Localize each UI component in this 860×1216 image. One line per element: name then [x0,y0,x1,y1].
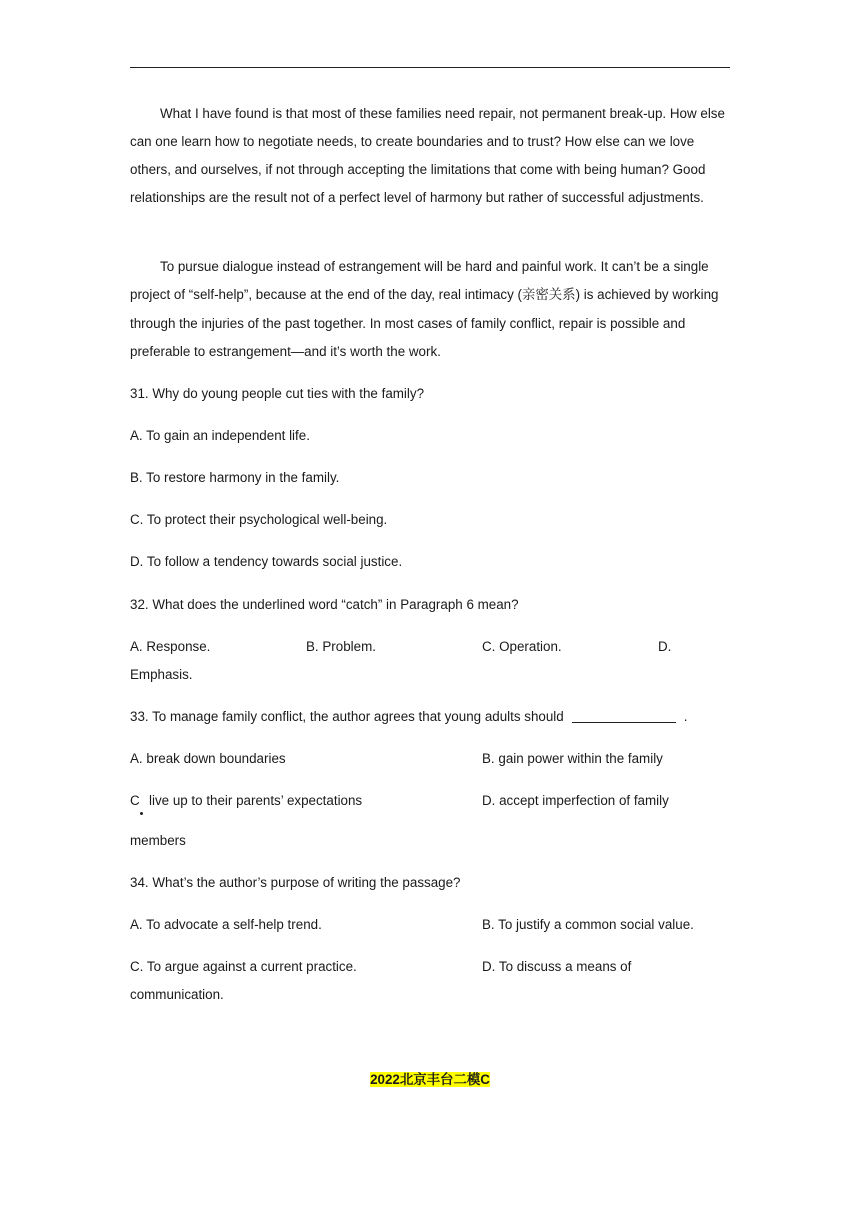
question-33-option-d-cont: members [130,833,186,848]
question-33-option-c-letter: C [130,793,140,808]
question-34-option-a: A. To advocate a self-help trend. [130,917,322,932]
answer-blank [572,708,676,723]
question-32-option-b: B. Problem. [306,639,376,654]
question-33-stem-end: . [683,709,688,724]
cjk-gloss: 亲密关系 [522,288,576,303]
question-32-option-d-text: Emphasis. [130,667,193,682]
header-rule [130,67,730,68]
question-32-option-d-letter: D. [658,639,672,654]
question-32-option-a: A. Response. [130,639,211,654]
question-34-option-d: D. To discuss a means of [482,959,632,974]
question-33-option-d: D. accept imperfection of family [482,793,669,808]
exam-source-label [0,1070,860,1090]
question-34-option-c: C. To argue against a current practice. [130,959,357,974]
option-c-dot [140,812,143,815]
question-33-option-c-text: live up to their parents’ expectations [149,793,363,808]
paragraph-1: What I have found is that most of these families need repair, not permanent break-up. How else can one learn how to negotiate needs, to create boundaries and to trust? How else can we love others, and ourselves, if not through accepting the limitations that come with being human? Good relationships are the result not of a perfect level of harmony but rather of successful adjustments. [130,106,725,205]
question-31-option-b: B. To restore harmony in the family. [130,470,340,485]
question-34-option-b: B. To justify a common social value. [482,917,694,932]
paragraph-2 [130,253,730,366]
question-34-option-d-cont: communication. [130,987,224,1002]
question-34-stem: 34. What’s the author’s purpose of writing the passage? [130,875,461,890]
question-33-stem [130,707,687,727]
question-31-option-a: A. To gain an independent life. [130,428,310,443]
question-32-stem: 32. What does the underlined word “catch” in Paragraph 6 mean? [130,597,519,612]
question-31-option-c: C. To protect their psychological well-being. [130,512,388,527]
paragraph-2-text: To pursue dialogue instead of estrangement will be hard and painful work. It can’t be a single project of “self-help”, because at the end of the day, real intimacy (亲密关系) is achieved by working through the injuries of the past together. In most cases of family conflict, repair is possible and preferable to estrangement—and it’s worth the work. [130,259,719,359]
question-32-option-c: C. Operation. [482,639,562,654]
question-33-stem-text: 33. To manage family conflict, the author agrees that young adults should [130,709,564,724]
exam-source-text: 2022北京丰台二模C [370,1072,490,1087]
question-33-option-b: B. gain power within the family [482,751,663,766]
question-31-stem: 31. Why do young people cut ties with the family? [130,386,425,401]
question-33-option-a: A. break down boundaries [130,751,286,766]
question-31-option-d: D. To follow a tendency towards social justice. [130,554,403,569]
